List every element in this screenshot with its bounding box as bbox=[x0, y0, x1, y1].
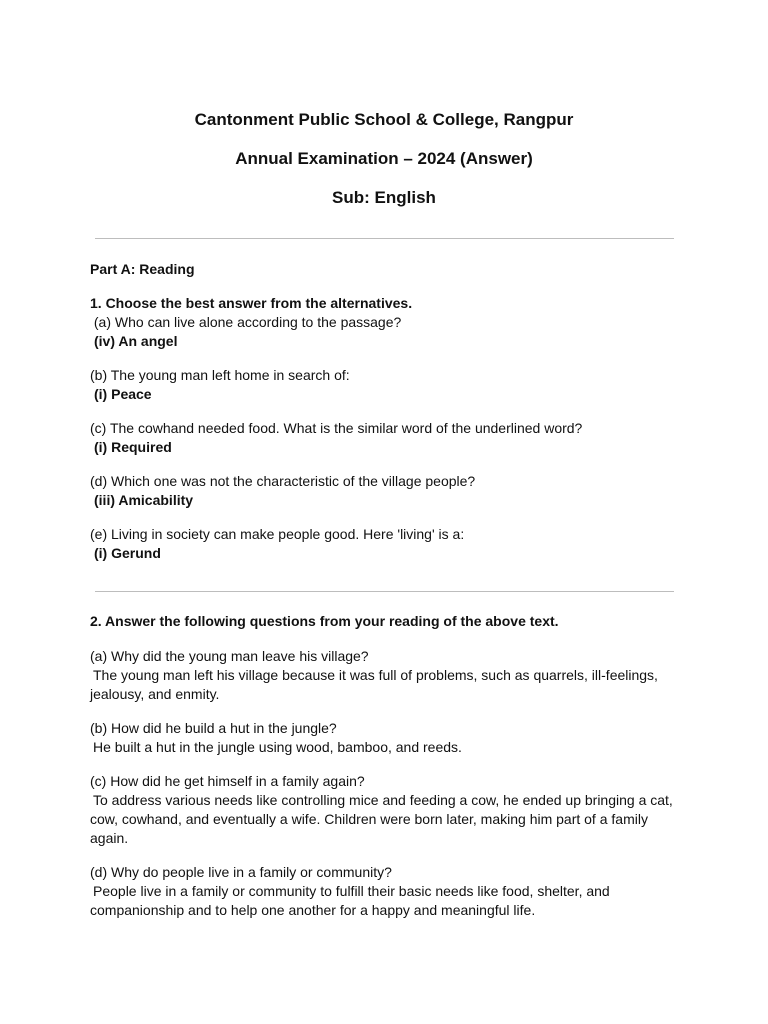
mcq-item-d bbox=[90, 472, 680, 510]
short-question: (a) Why did the young man leave his village? bbox=[90, 648, 369, 664]
short-question: (b) How did he build a hut in the jungle? bbox=[90, 720, 337, 736]
mcq-answer: (i) Required bbox=[94, 439, 172, 455]
subject-title: Sub: English bbox=[332, 188, 436, 207]
mcq-answer: (i) Peace bbox=[94, 386, 152, 402]
mcq-question: (c) The cowhand needed food. What is the similar word of the underlined word? bbox=[90, 420, 583, 436]
exam-title: Annual Examination – 2024 (Answer) bbox=[235, 149, 533, 168]
mcq-question: (d) Which one was not the characteristic of the village people? bbox=[90, 473, 476, 489]
short-question: (d) Why do people live in a family or community? bbox=[90, 864, 392, 880]
short-answer-item-a bbox=[90, 647, 680, 704]
mcq-item-c bbox=[90, 419, 680, 457]
short-answer: He built a hut in the jungle using wood, bamboo, and reeds. bbox=[93, 739, 462, 755]
short-answer: The young man left his village because it was full of problems, such as quarrels, ill-feelings, jealousy, and enmity. bbox=[90, 667, 658, 702]
question-2-title: 2. Answer the following questions from your reading of the above text. bbox=[90, 613, 559, 629]
short-answer: People live in a family or community to fulfill their basic needs like food, shelter, and companionship and to help one another for a happy and meaningful life. bbox=[90, 883, 610, 918]
mcq-answer: (i) Gerund bbox=[94, 545, 161, 561]
short-answer-item-d bbox=[90, 863, 680, 920]
short-answer-item-c bbox=[90, 772, 680, 848]
mcq-question: (a) Who can live alone according to the passage? bbox=[90, 314, 402, 330]
mcq-question: (e) Living in society can make people good. Here 'living' is a: bbox=[90, 526, 465, 542]
short-question: (c) How did he get himself in a family again? bbox=[90, 773, 365, 789]
mcq-item-b bbox=[90, 366, 680, 404]
mcq-question: (b) The young man left home in search of: bbox=[90, 367, 350, 383]
mcq-answer: (iv) An angel bbox=[94, 333, 178, 349]
short-answer: To address various needs like controlling mice and feeding a cow, he ended up bringing a cat, cow, cowhand, and eventually a wife. Children were born later, making him part of a family again. bbox=[90, 792, 673, 846]
school-name: Cantonment Public School & College, Rangpur bbox=[194, 110, 574, 129]
divider-top bbox=[95, 238, 674, 239]
part-a-section bbox=[90, 260, 680, 563]
question-1-title: 1. Choose the best answer from the alternatives. bbox=[90, 295, 413, 311]
part-a-title: Part A: Reading bbox=[90, 261, 195, 277]
divider-middle bbox=[95, 591, 674, 592]
document-header bbox=[0, 108, 768, 225]
question-2-section bbox=[90, 612, 680, 920]
short-answer-item-b bbox=[90, 719, 680, 757]
mcq-item-e bbox=[90, 525, 680, 563]
mcq-answer: (iii) Amicability bbox=[94, 492, 194, 508]
mcq-item-a bbox=[90, 313, 680, 351]
